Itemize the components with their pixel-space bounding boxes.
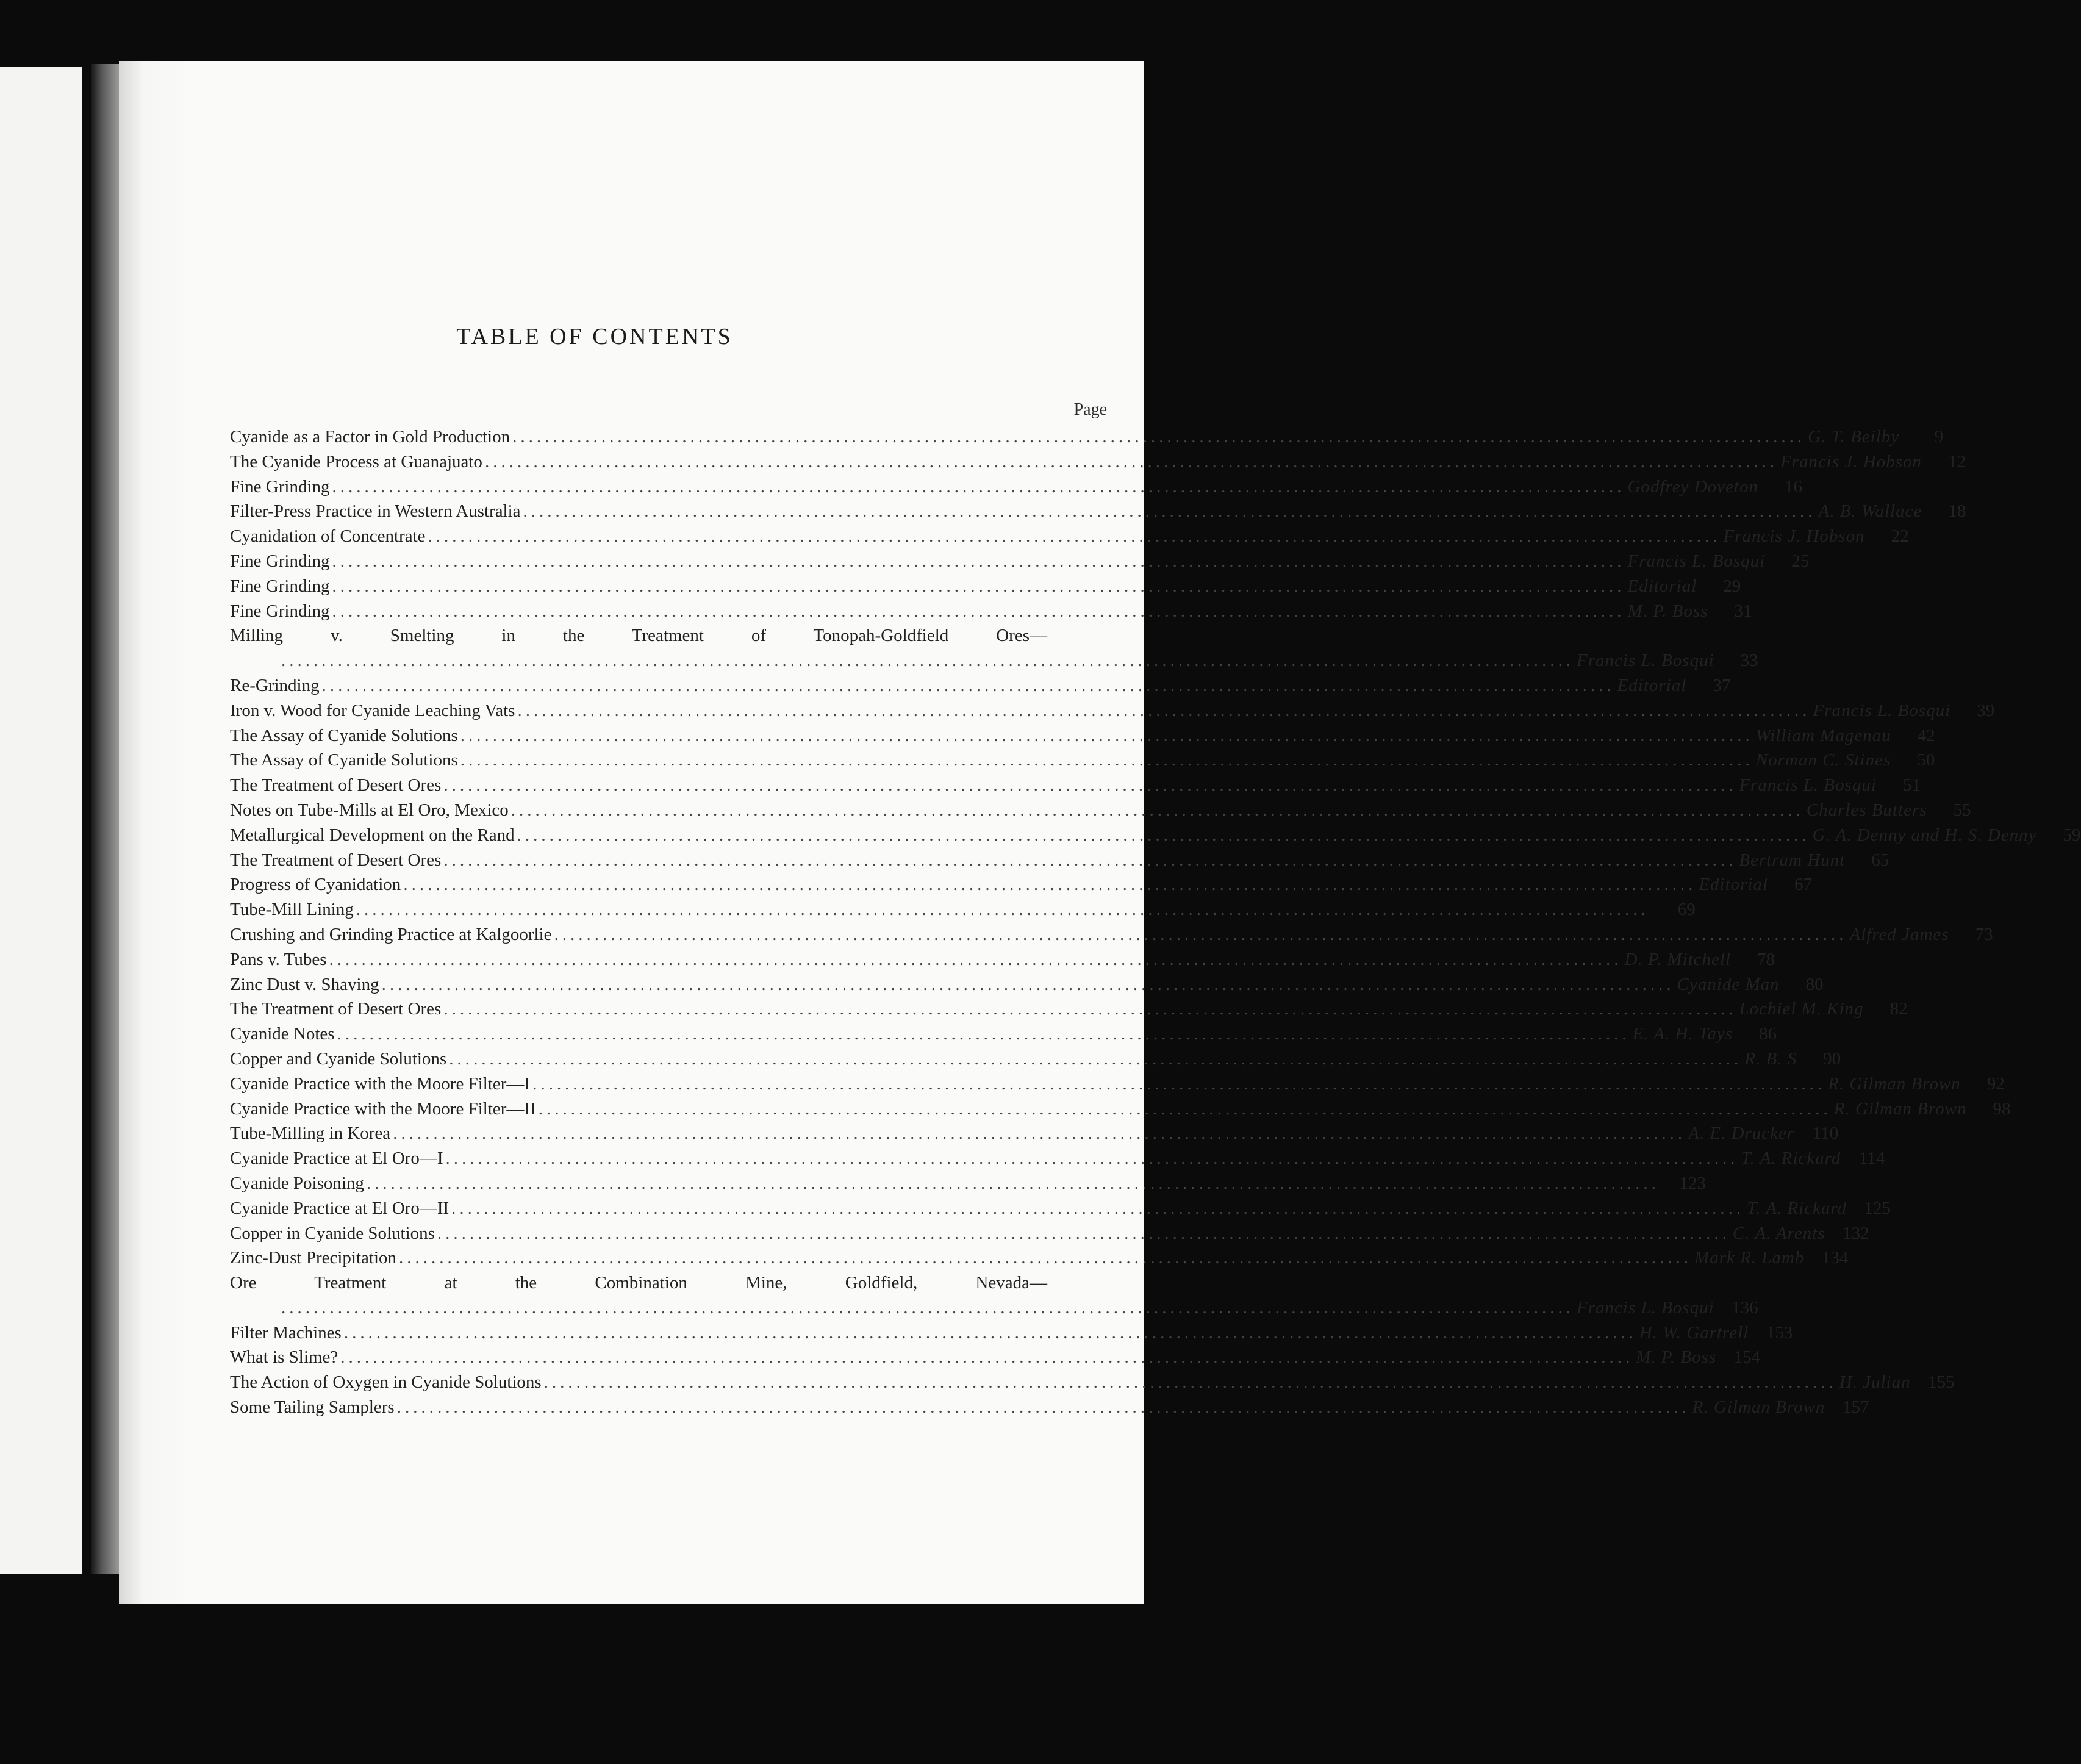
leader-dots: ................................................................................................................................................................ (403, 875, 1697, 895)
toc-entry-author: Francis L. Bosqui (1739, 775, 1877, 795)
toc-entry-page: 136 (1732, 1297, 1758, 1318)
toc-entry-author: H. Julian (1839, 1372, 1911, 1393)
toc-entry-title: Zinc Dust v. Shaving (230, 974, 379, 994)
toc-entry (230, 773, 1921, 798)
leader-dots: ................................................................................................................................................................ (460, 725, 1753, 745)
toc-entry (230, 524, 1909, 549)
toc-entry-author: Cyanide Man (1677, 974, 1780, 994)
toc-entry-page: 12 (1948, 451, 1966, 471)
toc-entry (230, 897, 1696, 922)
toc-entry-title: Cyanide Practice at El Oro—I (230, 1149, 443, 1169)
page-column-header: Page (1073, 400, 1107, 419)
leader-dots: ................................................................................................................................................................ (445, 1149, 1739, 1169)
toc-entry-title: Re-Grinding (230, 675, 320, 695)
leader-dots: ................................................................................................................................................................ (393, 1124, 1686, 1144)
toc-entry-page: 98 (1993, 1099, 2011, 1119)
leader-dots: ................................................................................................................................................................ (356, 900, 1649, 920)
toc-entry-page: 39 (1977, 700, 1995, 720)
toc-entry-title: Fine Grinding (230, 601, 330, 621)
toc-entry-page: 22 (1891, 526, 1909, 547)
toc-entry (230, 450, 1966, 475)
toc-entry (230, 499, 1966, 524)
toc-entry-title: Tube-Mill Lining (230, 900, 354, 920)
toc-entry (230, 1121, 1839, 1146)
leader-dots: ................................................................................................................................................................ (449, 1049, 1743, 1069)
toc-entry-author: M. P. Boss (1627, 601, 1708, 621)
toc-entry (230, 1072, 2005, 1097)
leader-dots: ................................................................................................................................................................ (451, 1198, 1745, 1218)
toc-entry-title: Progress of Cyanidation (230, 875, 401, 895)
leader-dots: ................................................................................................................................................................ (443, 775, 1737, 795)
table-of-contents (230, 425, 2081, 1420)
toc-entry-page: 31 (1734, 601, 1752, 621)
toc-entry-author: H. W. Gartrell (1639, 1322, 1749, 1343)
leader-dots: ................................................................................................................................................................ (366, 1173, 1660, 1193)
leader-dots: ................................................................................................................................................................ (281, 1297, 1574, 1318)
toc-entry-title: Milling v. Smelting in the Treatment of Tonopah-Goldfield Ores— (230, 626, 1047, 646)
toc-entry-title: The Cyanide Process at Guanajuato (230, 451, 482, 471)
leader-dots: ................................................................................................................................................................ (532, 1074, 1826, 1094)
toc-entry-author: G. A. Denny and H. S. Denny (1812, 825, 2037, 845)
book-spine-shadow (91, 64, 119, 1574)
toc-entry-page: 42 (1917, 725, 1935, 745)
leader-dots: ................................................................................................................................................................ (396, 1397, 1690, 1418)
leader-dots: ................................................................................................................................................................ (281, 651, 1574, 671)
toc-entry (230, 947, 1775, 972)
toc-entry-page: 110 (1812, 1124, 1839, 1144)
leader-dots: ................................................................................................................................................................ (332, 601, 1625, 621)
toc-entry-page: 125 (1864, 1198, 1891, 1218)
toc-entry-author: Norman C. Stines (1755, 750, 1891, 770)
toc-entry-author: Charles Butters (1806, 800, 1927, 820)
toc-entry-author: M. P. Boss (1636, 1347, 1717, 1368)
toc-entry-author: Francis L. Bosqui (1813, 700, 1951, 720)
toc-entry-author: R. Gilman Brown (1828, 1074, 1961, 1094)
toc-entry-page: 80 (1805, 974, 1824, 994)
toc-entry (230, 1047, 1841, 1072)
toc-entry-author: Francis L. Bosqui (1577, 651, 1714, 671)
toc-entry-title: The Assay of Cyanide Solutions (230, 750, 458, 770)
toc-entry-title: Iron v. Wood for Cyanide Leaching Vats (230, 700, 515, 720)
toc-entry-author: R. Gilman Brown (1692, 1397, 1825, 1418)
toc-entry (230, 748, 1935, 773)
toc-entry-title: Zinc-Dust Precipitation (230, 1248, 397, 1268)
toc-entry-title: Cyanide Notes (230, 1024, 335, 1044)
leader-dots: ................................................................................................................................................................ (554, 924, 1847, 944)
toc-entry-page: 69 (1677, 900, 1696, 920)
toc-entry-page: 123 (1679, 1173, 1706, 1193)
toc-entry-page: 90 (1823, 1049, 1841, 1069)
toc-entry-title: Copper and Cyanide Solutions (230, 1049, 447, 1069)
leader-dots: ................................................................................................................................................................ (332, 476, 1625, 497)
toc-entry-page: 65 (1871, 850, 1889, 870)
toc-entry-title: Tube-Milling in Korea (230, 1124, 391, 1144)
toc-entry (230, 673, 1731, 698)
toc-entry (230, 1345, 1761, 1370)
toc-entry-page: 154 (1733, 1347, 1761, 1368)
leader-dots: ................................................................................................................................................................ (517, 700, 1811, 720)
toc-entry-page: 67 (1794, 875, 1813, 895)
toc-entry (230, 1370, 1955, 1395)
leader-dots: ................................................................................................................................................................ (332, 576, 1625, 596)
toc-entry-page: 29 (1723, 576, 1741, 596)
toc-entry-author: Francis L. Bosqui (1627, 551, 1766, 571)
toc-entry-author: R. B. S (1744, 1049, 1797, 1069)
toc-entry-page: 51 (1902, 775, 1921, 795)
toc-entry-title: Metallurgical Development on the Rand (230, 825, 515, 845)
toc-entry-author: A. E. Drucker (1688, 1124, 1795, 1144)
leader-dots: ................................................................................................................................................................ (517, 825, 1810, 845)
toc-entry (230, 1022, 1777, 1047)
facing-page-edge (0, 67, 82, 1574)
toc-entry-page: 134 (1821, 1248, 1849, 1268)
toc-entry-title: Cyanide Practice at El Oro—II (230, 1198, 450, 1218)
toc-entry-author: E. A. H. Tays (1632, 1024, 1733, 1044)
leader-dots: ................................................................................................................................................................ (443, 999, 1737, 1019)
toc-entry-author: A. B. Wallace (1818, 501, 1922, 522)
toc-entry (230, 872, 1813, 897)
toc-entry-page: 132 (1843, 1223, 1869, 1243)
toc-entry (230, 1097, 2011, 1122)
toc-entry-page: 16 (1784, 476, 1802, 497)
toc-entry-title: Some Tailing Samplers (230, 1397, 395, 1418)
toc-entry-page: 114 (1858, 1149, 1885, 1169)
toc-entry-page: 73 (1975, 924, 1993, 944)
page-title: TABLE OF CONTENTS (456, 324, 733, 350)
toc-entry-title: Cyanide Poisoning (230, 1173, 364, 1193)
toc-entry (230, 599, 1752, 624)
leader-dots: ................................................................................................................................................................ (337, 1024, 1630, 1044)
toc-entry-page: 153 (1766, 1322, 1793, 1343)
toc-entry (230, 475, 1802, 500)
leader-dots: ................................................................................................................................................................ (343, 1322, 1637, 1343)
toc-entry-title: Crushing and Grinding Practice at Kalgoorlie (230, 924, 552, 944)
toc-entry-title: Notes on Tube-Mills at El Oro, Mexico (230, 800, 509, 820)
leader-dots: ................................................................................................................................................................ (321, 675, 1615, 695)
toc-entry-author: Lochiel M. King (1739, 999, 1864, 1019)
toc-entry-title: Copper in Cyanide Solutions (230, 1223, 435, 1243)
toc-entry (230, 922, 1993, 947)
toc-entry-page: 9 (1934, 427, 1944, 446)
toc-entry (230, 574, 1741, 599)
toc-entry-title: Cyanidation of Concentrate (230, 526, 426, 547)
toc-entry-page: 78 (1757, 949, 1775, 969)
toc-entry-page: 82 (1889, 999, 1908, 1019)
toc-entry-title: Fine Grinding (230, 476, 330, 497)
toc-entry-page: 33 (1740, 651, 1758, 671)
toc-entry-title: Fine Grinding (230, 576, 330, 596)
toc-entry-author: Editorial (1699, 875, 1769, 895)
toc-entry (230, 698, 1995, 723)
toc-entry-page: 50 (1917, 750, 1935, 770)
toc-entry-title: Filter Machines (230, 1322, 342, 1343)
toc-entry-title: Cyanide Practice with the Moore Filter—II (230, 1099, 536, 1119)
toc-entry-title: Cyanide Practice with the Moore Filter—I (230, 1074, 531, 1094)
toc-entry (230, 1221, 1869, 1246)
book-page (119, 61, 2081, 1604)
toc-entry-title: Fine Grinding (230, 551, 330, 571)
toc-entry-author: R. Gilman Brown (1833, 1099, 1967, 1119)
toc-entry-title: Pans v. Tubes (230, 949, 327, 969)
toc-entry (230, 1196, 1891, 1221)
toc-entry-title: The Treatment of Desert Ores (230, 850, 442, 870)
toc-entry-author: D. P. Mitchell (1624, 949, 1732, 969)
toc-entry (230, 1146, 1885, 1171)
toc-entry-title: Ore Treatment at the Combination Mine, Goldfield, Nevada— (230, 1273, 1047, 1293)
toc-entry-author: Bertram Hunt (1739, 850, 1846, 870)
leader-dots: ................................................................................................................................................................ (437, 1223, 1730, 1243)
toc-entry-author: Mark R. Lamb (1694, 1248, 1805, 1268)
toc-entry-author: Editorial (1617, 675, 1687, 695)
toc-entry (230, 798, 1971, 823)
toc-entry-page: 92 (1986, 1074, 2005, 1094)
leader-dots: ................................................................................................................................................................ (484, 451, 1778, 471)
toc-entry-title: Cyanide as a Factor in Gold Production (230, 427, 510, 446)
toc-entry-title: The Treatment of Desert Ores (230, 999, 442, 1019)
toc-entry-author: Alfred James (1849, 924, 1949, 944)
toc-entry-author: C. A. Arents (1732, 1223, 1825, 1243)
toc-entry-author: William Magenau (1755, 725, 1891, 745)
leader-dots: ................................................................................................................................................................ (428, 526, 1721, 547)
toc-entry (230, 1246, 1849, 1271)
toc-entry (230, 823, 2081, 848)
leader-dots: ................................................................................................................................................................ (340, 1347, 1634, 1368)
toc-entry-author: Francis J. Hobson (1723, 526, 1865, 547)
toc-entry (230, 425, 1944, 450)
toc-entry-page: 55 (1953, 800, 1971, 820)
toc-entry-author: T. A. Rickard (1747, 1198, 1847, 1218)
toc-entry (230, 848, 1889, 873)
toc-entry (230, 997, 1908, 1022)
leader-dots: ................................................................................................................................................................ (512, 427, 1806, 446)
toc-entry-page: 86 (1759, 1024, 1777, 1044)
leader-dots: ................................................................................................................................................................ (443, 850, 1737, 870)
leader-dots: ................................................................................................................................................................ (460, 750, 1753, 770)
toc-entry-title: Filter-Press Practice in Western Australia (230, 501, 521, 522)
toc-entry-page: 157 (1842, 1397, 1869, 1418)
toc-entry-title: What is Slime? (230, 1347, 338, 1368)
toc-entry-title: The Treatment of Desert Ores (230, 775, 442, 795)
toc-entry (230, 623, 1758, 673)
toc-entry-title: The Action of Oxygen in Cyanide Solutions (230, 1372, 542, 1393)
toc-entry-author: Editorial (1627, 576, 1697, 596)
leader-dots: ................................................................................................................................................................ (510, 800, 1804, 820)
toc-entry-page: 25 (1791, 551, 1810, 571)
toc-entry-author: Francis L. Bosqui (1577, 1297, 1714, 1318)
toc-entry-page: 18 (1948, 501, 1966, 522)
toc-entry (230, 1271, 1758, 1321)
toc-entry-page: 155 (1928, 1372, 1955, 1393)
toc-entry-page: 59 (2063, 825, 2081, 845)
leader-dots: ................................................................................................................................................................ (329, 949, 1622, 969)
leader-dots: ................................................................................................................................................................ (538, 1099, 1832, 1119)
toc-entry (230, 723, 1935, 748)
toc-entry-author: Godfrey Doveton (1627, 476, 1758, 497)
toc-entry (230, 549, 1810, 574)
toc-entry-author: Francis J. Hobson (1780, 451, 1922, 471)
toc-entry-author: G. T. Beilby (1808, 427, 1900, 446)
toc-entry (230, 1321, 1793, 1346)
toc-entry (230, 1171, 1706, 1196)
leader-dots: ................................................................................................................................................................ (543, 1372, 1837, 1393)
toc-entry-author: T. A. Rickard (1741, 1149, 1841, 1169)
toc-entry (230, 972, 1824, 997)
leader-dots: ................................................................................................................................................................ (399, 1248, 1692, 1268)
leader-dots: ................................................................................................................................................................ (523, 501, 1816, 522)
toc-entry-title: The Assay of Cyanide Solutions (230, 725, 458, 745)
leader-dots: ................................................................................................................................................................ (381, 974, 1675, 994)
leader-dots: ................................................................................................................................................................ (332, 551, 1625, 571)
toc-entry-page: 37 (1713, 675, 1731, 695)
toc-entry (230, 1395, 1869, 1420)
